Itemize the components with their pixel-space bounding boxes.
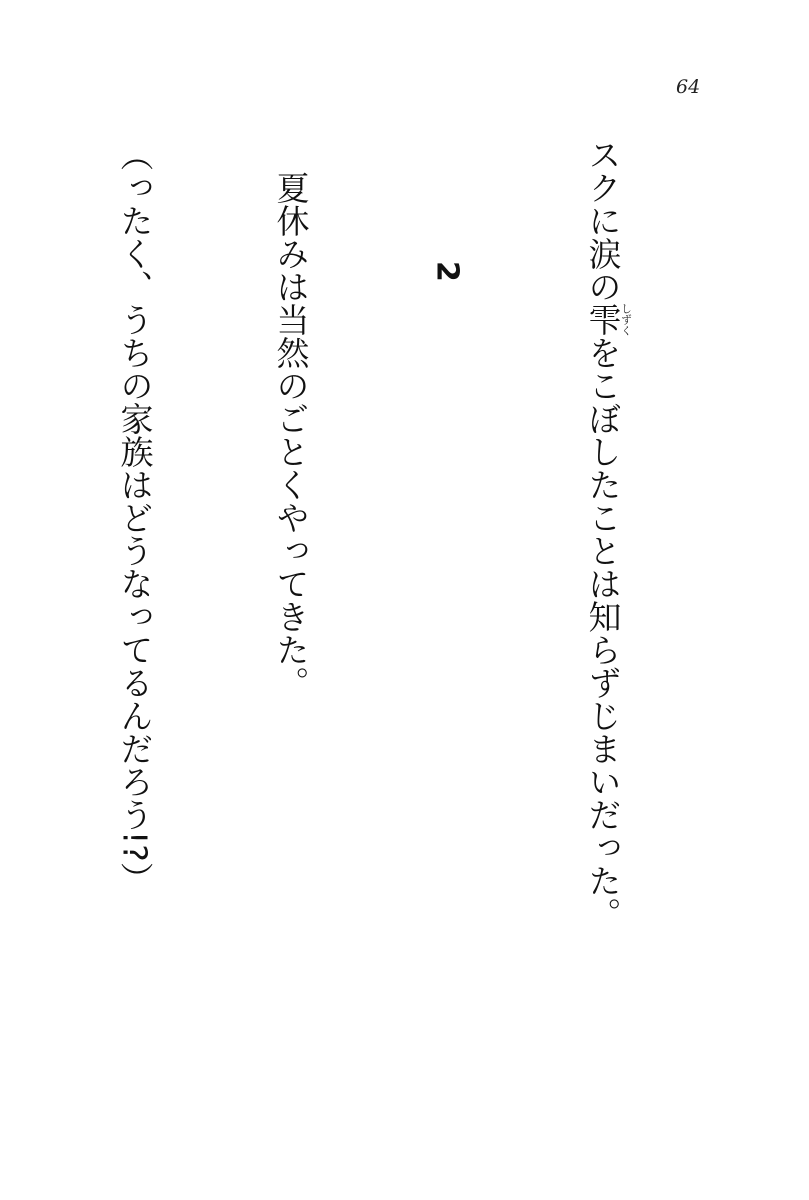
text-line-1 — [577, 138, 633, 1178]
ruby-base: 雫 — [583, 303, 623, 336]
text-segment: スクに涙の — [583, 138, 623, 303]
text-line-3: 夏休みは当然のごとくやってきた。 — [271, 171, 311, 699]
text-segment: をこぼしたことは知らずじまいだった。 — [583, 336, 623, 930]
ruby-shizuku — [583, 303, 633, 336]
vertical-text-body — [96, 138, 736, 1178]
page-number: 64 — [676, 76, 701, 98]
section-heading: 2 — [429, 261, 465, 282]
text-line-4: （ったく、うちの家族はどうなってるんだろう!?） — [115, 138, 155, 895]
ruby-reading: しずく — [619, 303, 633, 336]
